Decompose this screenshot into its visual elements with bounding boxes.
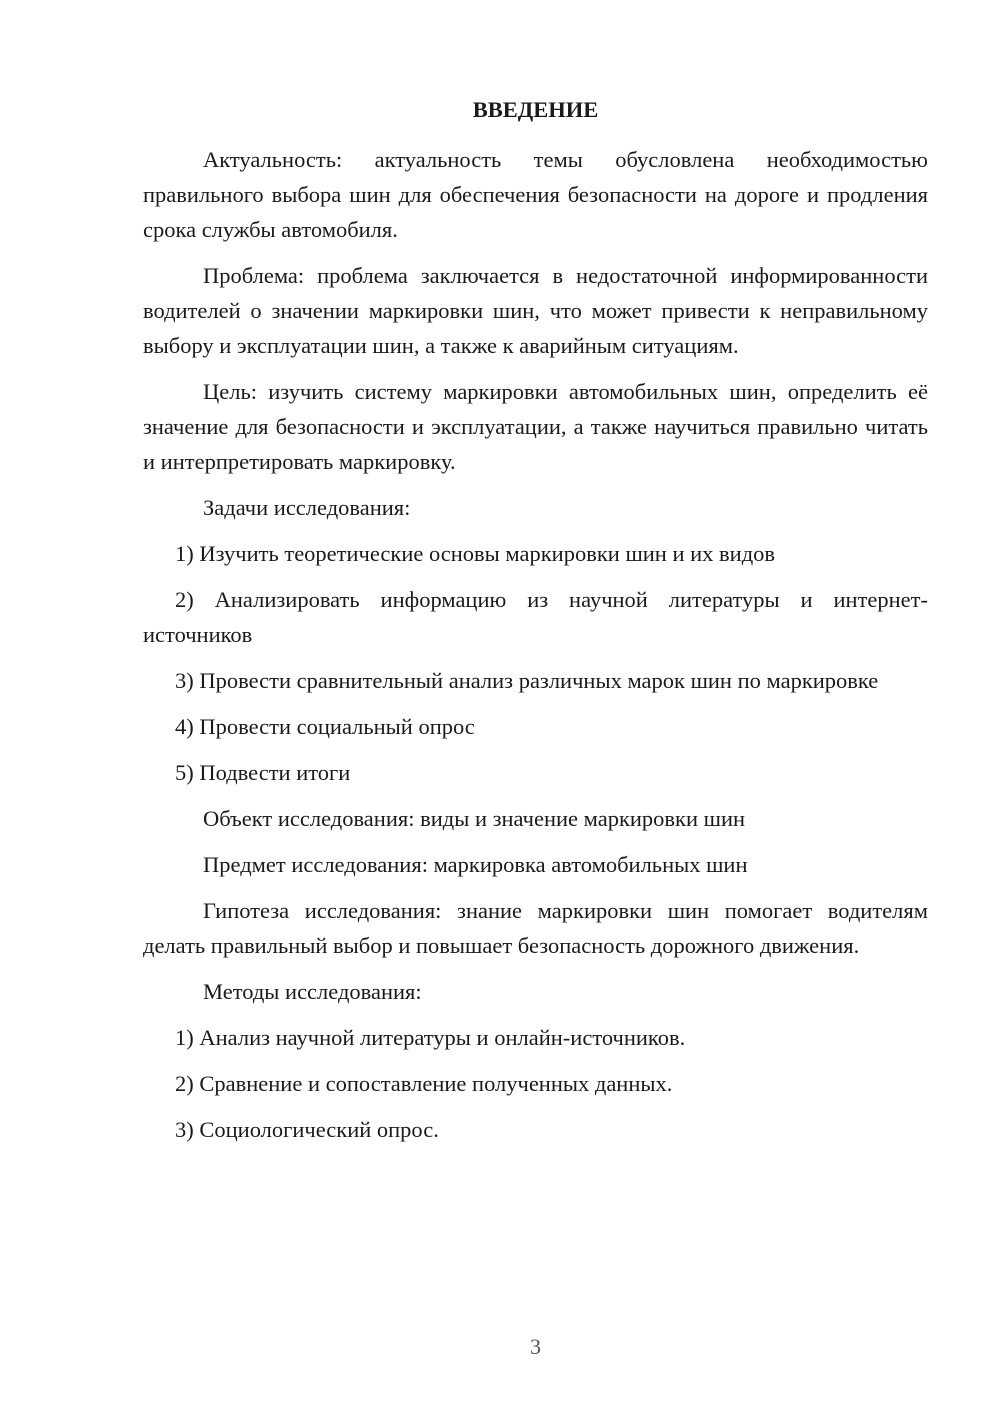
document-page — [143, 0, 928, 1414]
list-item-task-4: 4) Провести социальный опрос — [175, 714, 475, 739]
paragraph-object: Объект исследования: виды и значение маркировки шин — [203, 806, 746, 831]
list-item-method-1: 1) Анализ научной литературы и онлайн-источников. — [175, 1025, 686, 1050]
page-number: 3 — [530, 1334, 541, 1359]
body-text — [143, 142, 928, 1158]
paragraph-tasks-heading: Задачи исследования: — [203, 495, 411, 520]
paragraph-goal: Цель: изучить систему маркировки автомобильных шин, определить её значение для безопасности и эксплуатации, а также научиться правильно читать и интерпретировать маркировку. — [143, 379, 928, 474]
list-item-method-3: 3) Социологический опрос. — [175, 1117, 439, 1142]
list-item-task-3: 3) Провести сравнительный анализ различных марок шин по маркировке — [175, 668, 879, 693]
paragraph-relevance: Актуальность: актуальность темы обусловлена необходимостью правильного выбора шин для обеспечения безопасности на дороге и продления срока службы автомобиля. — [143, 147, 928, 242]
paragraph-methods-heading: Методы исследования: — [203, 979, 422, 1004]
list-item-task-5: 5) Подвести итоги — [175, 760, 351, 785]
list-item-method-2: 2) Сравнение и сопоставление полученных данных. — [175, 1071, 673, 1096]
list-item-task-1: 1) Изучить теоретические основы маркировки шин и их видов — [175, 541, 776, 566]
list-item-task-2: 2) Анализировать информацию из научной литературы и интернет-источников — [143, 587, 928, 647]
section-title: ВВЕДЕНИЕ — [472, 97, 599, 122]
paragraph-problem: Проблема: проблема заключается в недостаточной информированности водителей о значении маркировки шин, что может привести к неправильному выбору и эксплуатации шин, а также к аварийным ситуациям. — [143, 263, 928, 358]
paragraph-subject: Предмет исследования: маркировка автомобильных шин — [203, 852, 748, 877]
paragraph-hypothesis: Гипотеза исследования: знание маркировки шин помогает водителям делать правильный выбор и повышает безопасность дорожного движения. — [143, 898, 928, 958]
